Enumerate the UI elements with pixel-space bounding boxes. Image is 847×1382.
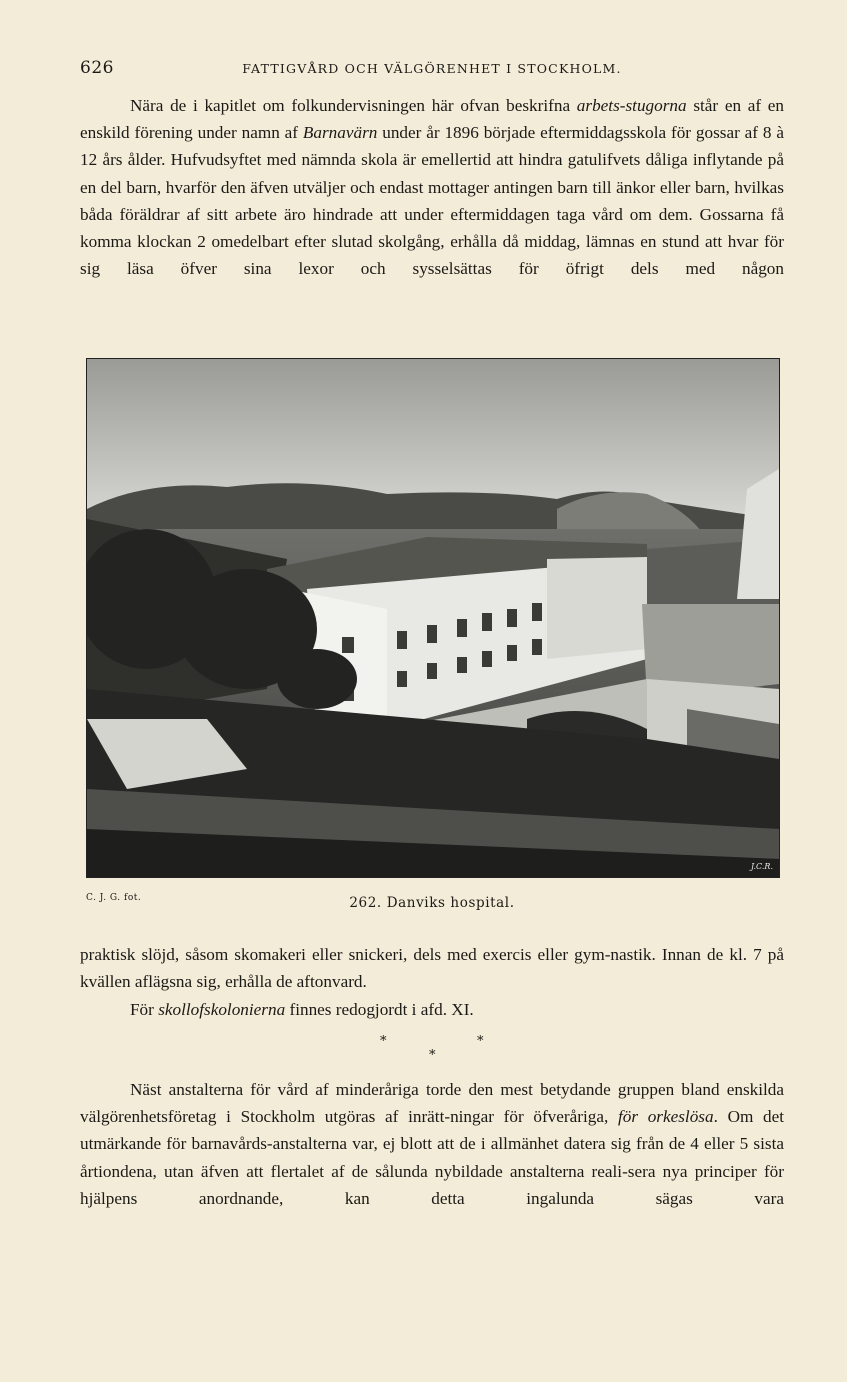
para3-text-a: För xyxy=(130,1000,159,1019)
running-title: FATTIGVÅRD OCH VÄLGÖRENHET I STOCKHOLM. xyxy=(242,61,622,76)
para2-text: praktisk slöjd, såsom skomakeri eller snickeri, dels med exercis eller gym-nastik. Innan de kl. 7 på kvällen aflägsna sig, erhålla de aftonvard. xyxy=(80,945,784,992)
paragraph-2 xyxy=(80,941,784,995)
photo-engraving xyxy=(87,359,779,877)
photo-credit: C. J. G. fot. xyxy=(86,893,142,903)
engraver-mark: J.C.R. xyxy=(750,862,773,871)
para4-text-b: . Om det utmärkande för barnavårds-anstalterna var, ej blott att de i allmänhet datera sig från de 4 eller 5 sista årtiondena, utan äfven att flertalet af de sålunda nybildade anstalterna reali-sera nya principer för hjälpens anordnande, kan detta ingalunda sägas vara xyxy=(80,1107,785,1208)
section-divider-asterism xyxy=(80,1034,784,1064)
para4-italic-orkeslosa: för orkeslösa xyxy=(617,1107,714,1127)
paragraph-3 xyxy=(80,996,784,1023)
para1-text-b: står en af en enskild förening under namn af xyxy=(80,96,784,143)
asterisk-center: * xyxy=(429,1048,436,1063)
para1-text-c: under år 1896 började eftermiddagsskola för gossar af 8 à 12 års ålder. Hufvudsyftet med nämnda skola är emellertid att hindra gatulifvets dåliga inflytande på en del barn, hvarför den äfven utväljer och endast mottager antingen barn till änkor eller barn, hvilkas båda föräldrar af sitt arbete äro hindrade att under eftermiddagen taga vård om dem. Gossarna få komma klockan 2 omedelbart efter slutad skolgång, erhålla då middag, lämnas en stund att hvar för sig läsa öfver sina lexor och sysselsättas för öfrigt dels med någon xyxy=(80,123,784,279)
para4-text-a: Näst anstalterna för vård af minderåriga torde den mest betydande gruppen bland enskilda välgörenhetsföretag i Stockholm utgöras af inrätt-ningar för öfveråriga, xyxy=(80,1080,784,1127)
paragraph-4 xyxy=(80,1076,784,1212)
para3-text-b: finnes redogjordt i afd. XI. xyxy=(285,1000,474,1019)
figure-caption: 262. Danviks hospital. xyxy=(349,895,515,911)
para1-italic-barnavarn: Barnavärn xyxy=(302,123,378,143)
paragraph-1 xyxy=(80,92,784,282)
para3-italic-skollofskolonierna: skollofskolonierna xyxy=(158,1000,286,1019)
para1-text-a: Nära de i kapitlet om folkundervisningen här ofvan beskrifna xyxy=(130,96,577,115)
para1-italic-arbetsstugorna: arbets-stugorna xyxy=(576,96,687,115)
photograph-danviks-hospital xyxy=(86,358,780,878)
page-header xyxy=(80,58,784,80)
page-number: 626 xyxy=(80,58,114,78)
asterisk-right: * xyxy=(477,1034,484,1049)
asterisk-left: * xyxy=(380,1034,387,1049)
